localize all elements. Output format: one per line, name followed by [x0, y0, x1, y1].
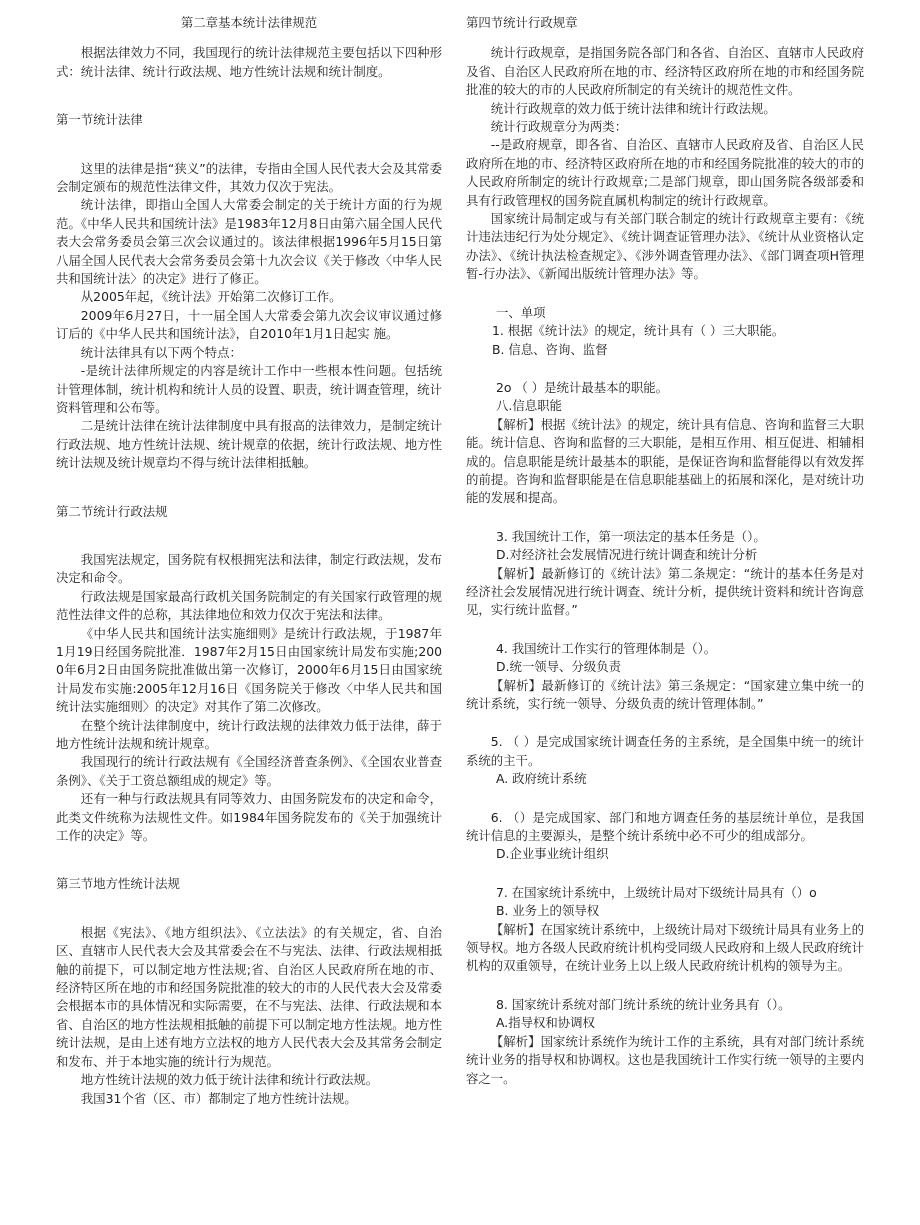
explanation-text: 最新修订的《统计法》第二条规定：“统计的基本任务是对经济社会发展情况进行统计调查、统计分析，提供统计资料和统计咨询意见，实行统计监督。”	[466, 565, 865, 618]
question-5: 5. （ ）是完成国家统计调查任务的主系统，是全国集中统一的统计系统的主干。	[466, 734, 864, 768]
section-3-paragraph: 地方性统计法规的效力低于统计法律和统计行政法规。	[80, 1072, 379, 1088]
section-4-paragraph: 统计行政规章，是指国务院各部门和各省、自治区、直辖市人民政府及省、自治区人民政府所在地的市、经济特区政府所在地的市和经国务院批准的较大的市的人民政府所制定的有关统计的规范性文件。	[466, 45, 864, 98]
explanation-4	[466, 677, 864, 714]
section-1-paragraph: 统计法律，即指山全国人大常委会制定的关于统计方面的行为规范。《中华人民共和国统计法》是1983年12月8日由第六届全国人民代表大会常务委员会第三次会议通过的。该法律根据1996年5月15日第八届全国人民代表大会常务委员会第十九次会议《关于修改〈中华人民共和国统计法〉的决定》进行了修正。	[56, 197, 442, 287]
analysis-tag: 【解析】	[490, 921, 541, 937]
section-2-paragraph: 《中华人民共和国统计法实施细则》是统计行政法规，于1987年1月19日经国务院批准．1987年2月15日由国家统计局发布实施;2000年6月2日由国务院批准做出第一次修订，2000年6月15日由国家统计局发布实施:2005年12月16日《国务院关于修改〈中华人民共和国统计法实施细则〉的决定》对其作了第二次修改。	[56, 625, 442, 715]
explanation-text: 国家统计系统作为统计工作的主系统，具有对部门统计系统统计业务的指导权和协调权。这也是我国统计工作实行统一领导的主要内容之一。	[466, 1033, 865, 1086]
answer-6: D.企业事业统计组织	[496, 846, 609, 862]
section-3-paragraph: 我国31个省（区、市）都制定了地方性统计法规。	[80, 1090, 357, 1106]
answer-8: A.指导权和协调权	[496, 1015, 595, 1031]
explanation-text: 根据《统计法》的规定，统计具有信息、咨询和监督三大职能。统计信息、咨询和监督的三大职能，是相互作用、相互促进、相辅相成的。信息职能是统计最基本的职能，是保证咨询和监督能得以有效发挥的前提。咨询和监督职能是在信息职能基础上的拓展和深化，是对统计功能的发展和提高。	[466, 416, 865, 506]
answer-1: B. 信息、咨询、监督	[492, 341, 608, 357]
explanation-8	[466, 1033, 864, 1088]
section-4-title: 第四节统计行政规章	[466, 15, 578, 30]
section-1-paragraph: 二是统计法律在统计法律制度中具有报高的法律效力，是制定统计行政法规、地方性统计法规、统计规章的依据，统计行政法规、地方性统计法规及统计规章均不得与统计法律相抵触。	[56, 418, 442, 471]
question-6: 6. （）是完成国家、部门和地方调查任务的基层统计单位，是我国统计信息的主要源头，是整个统计系统中必不可少的组成部分。	[466, 809, 864, 844]
question-8: 8. 国家统计系统对部门统计系统的统计业务具有（）。	[496, 996, 791, 1012]
section-4-paragraph: 统计行政规章分为两类：	[490, 119, 628, 135]
explanation-7	[466, 921, 864, 976]
section-2-paragraph: 还有一种与行政法规具有同等效力、由国务院发布的决定和命令，此类文件统称为法规性文件。如1984年国务院发布的《关于加强统计工作的决定》等。	[56, 791, 442, 844]
section-2-paragraph: 在整个统计法律制度中，统计行政法规的法律效力低于法律，薛于地方性统计法规和统计规章。	[56, 717, 442, 751]
section-4-paragraph: 国家统计局制定或与有关部门联合制定的统计行政规章主要有：《统计违法违纪行为处分规定》、《统计调查证管理办法》、《统计从业资格认定办法》、《统计执法检查规定》、《涉外调查管理办法》、《部门调查项H管理暂-行办法》、《新闻出版统计管理办法》等。	[466, 211, 864, 282]
section-2-paragraph: 行政法规是国家最高行政机关国务院制定的有关国家行政管理的规范性法律文件的总称，其法律地位和效力仅次于宪法和法律。	[56, 588, 442, 623]
section-1-paragraph: 2009年6月27日，十一届全国人大常委会第九次会议审议通过修订后的《中华人民共和国统计法》，自2010年1月1日起实 施。	[56, 307, 442, 342]
section-1-paragraph: 这里的法律是指“狭义”的法律，专指由全国人民代表大会及其常委会制定颁布的规范性法律文件，其效力仅次于宪法。	[56, 160, 442, 195]
answer-5: A. 政府统计系统	[496, 771, 587, 787]
explanation-2	[466, 416, 864, 508]
chapter-title: 第二章基本统计法律规范	[180, 15, 318, 30]
section-1-paragraph: 从2005年起，《统计法》开始第二次修订工作。	[80, 289, 342, 305]
section-4-paragraph: 统计行政规章的效力低于统计法律和统计行政法规。	[490, 100, 776, 116]
explanation-3	[466, 565, 864, 620]
question-7: 7. 在国家统计系统中，上级统计局对下级统计局具有（）o	[496, 884, 817, 900]
exercise-section-heading: 一、单项	[496, 304, 546, 320]
answer-2: 八.信息职能	[496, 398, 562, 414]
analysis-tag: 【解析】	[490, 565, 542, 581]
question-3: 3. 我国统计工作，第一项法定的基本任务是（）。	[496, 528, 766, 544]
section-1-paragraph: 统计法律具有以下两个特点：	[80, 344, 242, 360]
question-4: 4. 我国统计工作实行的管理体制是（）。	[496, 640, 717, 656]
chapter-intro: 根据法律效力不同，我国现行的统计法律规范主要包括以下四种形式：统计法律、统计行政法规、地方性统计法规和统计制度。	[56, 45, 442, 79]
question-1: 1. 根据《统计法》的规定，统计具有（ ）三大职能。	[492, 323, 785, 339]
section-3-paragraph: 根据《宪法》、《地方组织法》、《立法法》的有关规定，省、自治区、直辖市人民代表大会及其常委会在不与宪法、法律、行政法规相抵触的前提下，可以制定地方性法规;省、自治区人民政府所在地的市、经济特区所在地的市和经国务院批准的较大的市的人民代表大会及常委会根据本市的具体情况和实际需要，在不与宪法、法律、行政法规和本省、自治区的地方性法规相抵触的前提下可以制定地方性法规。地方性统计法规，是由上述有地方立法权的地方人民代表大会及其常务会制定和发布、并于本地实施的统计行为规范。	[56, 924, 442, 1069]
section-1-paragraph: -是统计法律所规定的内容是统计工作中一些根本性问题。包括统计管理体制，统计机构和统计人员的设置、职责，统计调查管理，统计资料管理和公布等。	[56, 363, 442, 415]
answer-4: D.统一领导、分级负责	[496, 659, 621, 675]
section-2-paragraph: 我国现行的统计行政法规有《全国经济普查条例》、《全国农业普查条例》、《关于工资总额组成的规定》等。	[56, 754, 442, 788]
answer-3: D.对经济社会发展情况进行统计调查和统计分析	[496, 547, 758, 563]
section-1-title: 第一节统计法律	[56, 112, 143, 128]
analysis-tag: 【解析】	[490, 416, 541, 432]
section-4-paragraph: --是政府规章，即各省、自治区、直辖市人民政府及省、自治区人民政府所在地的市、经济特区政府所在地的市和经国务院批准的较大的市的人民政府所制定的统计行政规章;二是部门规章，即山国务院各级部委和具有行政管理权的国务院直属机构制定的统计行政规章。	[466, 137, 864, 208]
analysis-tag: 【解析】	[490, 677, 542, 693]
analysis-tag: 【解析】	[490, 1033, 541, 1049]
section-2-title: 第二节统计行政法规	[56, 503, 168, 519]
left-column	[56, 14, 442, 1108]
section-2-paragraph: 我国宪法规定，国务院有权根拥宪法和法律，制定行政法规，发布决定和命令。	[56, 551, 442, 586]
explanation-text: 在国家统计系统中，上级统计局对下级统计局具有业务上的领导权。地方各级人民政府统计机构受同级人民政府和上级人民政府统计机构的双重领导，在统计业务上以上级人民政府统计机构的领导为主。	[466, 921, 865, 974]
section-3-title: 第三节地方性统计法规	[56, 876, 180, 892]
explanation-text: 最新修订的《统计法》第三条规定：“国家建立集中统一的统计系统，实行统一领导、分级负责的统计管理体制。”	[466, 677, 865, 711]
right-column	[466, 14, 864, 1088]
answer-7: B. 业务上的领导权	[496, 903, 600, 919]
question-2: 2o （ ）是统计最基本的职能。	[496, 379, 669, 395]
